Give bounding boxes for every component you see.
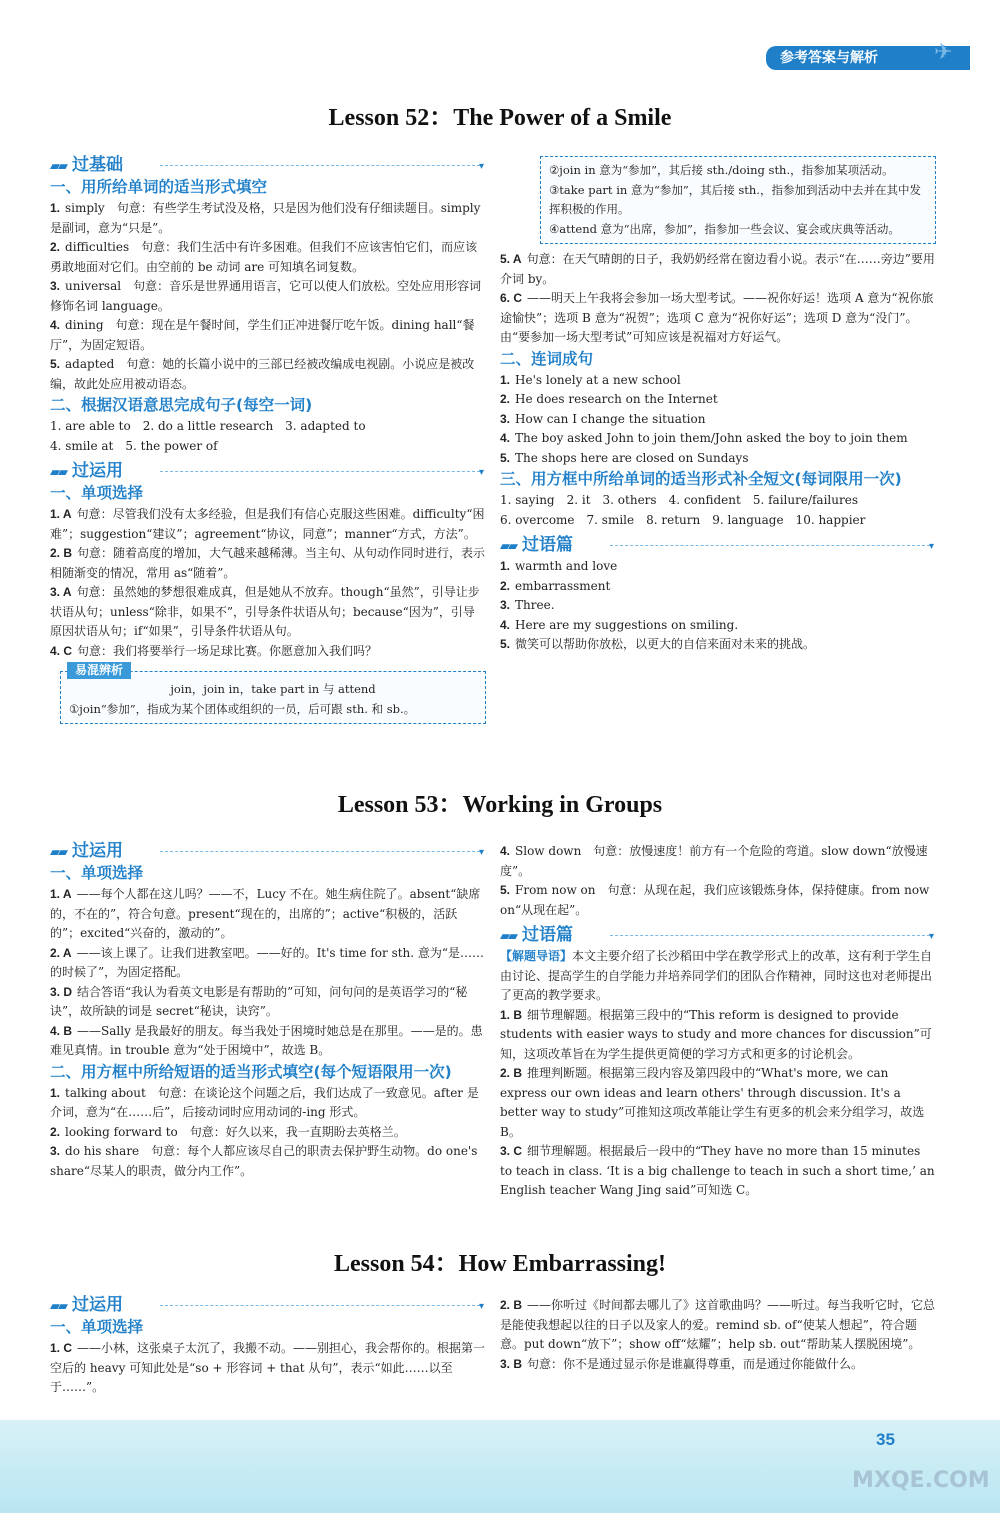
answer-line: 1. saying 2. it 3. others 4. confident 5. failure/failures	[500, 493, 858, 507]
answer-item	[500, 881, 936, 920]
answer-item	[50, 1142, 486, 1181]
item-text: 句意：随着高度的增加，大气越来越稀薄。当主句、从句动作同时进行，表示相随渐变的情况，常用 as“随着”。	[50, 546, 486, 580]
sub-header: 一、单项选择	[50, 864, 144, 882]
item-text: talking about 句意：在谈论这个问题之后，我们达成了一致意见。after 是介词，意为“在……后”，后接动词时应用动词的-ing 形式。	[50, 1085, 479, 1119]
item-number: 3.	[500, 598, 511, 612]
item-number: 4.	[50, 318, 61, 332]
item-number: 4.	[500, 844, 511, 858]
answer-item	[500, 557, 936, 577]
lesson-54-title: Lesson 54：How Embarrassing!	[333, 1251, 667, 1277]
item-number: 4.	[500, 617, 511, 632]
answer-item	[500, 1296, 936, 1355]
item-text: ——每个人都在这儿吗？——不，Lucy 不在。她生病住院了。absent“缺席的，不在的”，符合句意。present“现在的，出席的”；active“积极的，活跃的”；excited“兴奋的，激动的”。	[50, 887, 481, 940]
answer-item	[500, 635, 936, 655]
item-number: 1. A	[50, 887, 72, 901]
item-number: 1.	[500, 372, 511, 387]
item-number: 3. D	[50, 984, 73, 999]
item-number: 3.	[50, 279, 61, 293]
sub-header: 二、根据汉语意思完成句子(每空一词)	[50, 396, 313, 414]
item-text: 句意：虽然她的梦想很难成真，但是她从不放弃。though“虽然”，引导让步状语从句；unless“除非，如果不”，引导条件状语从句；because“因为”，引导原因状语从句；if“如果”，引导条件状语从句。	[50, 585, 480, 638]
section-header: ▰▰ 过运用 ▾	[50, 840, 486, 862]
item-number: 6. C	[500, 291, 523, 305]
item-text: difficulties 句意：我们生活中有许多困难。但我们不应该害怕它们，而应该勇敢地面对它们。由空前的 be 动词 are 可知填名词复数。	[50, 240, 478, 274]
item-text: simply 句意：有些学生考试没及格，只是因为他们没有仔细读题目。simply 是副词，意为“只是”。	[50, 201, 481, 235]
item-text: ——你听过《时间都去哪儿了》这首歌曲吗？——听过。每当我听它时，它总是能使我想起以往的日子以及家人的爱。remind sb. of“使某人想起”，符合题意。put down“放下”；show off“炫耀”；help sb. out“帮助某人摆脱困境”。	[500, 1298, 936, 1351]
reading-guide: 【解题导语】本文主要介绍了长沙稻田中学在教学形式上的改革，这有利于学生自由讨论、提高学生的自学能力并培养同学们的团队合作精神，同时这也对老师提出了更高的教学要求。	[500, 949, 933, 1002]
item-number: 3. C	[500, 1144, 523, 1158]
note-line: ②join in 意为“参加”，其后接 sth./doing sth.，指参加某项活动。	[549, 163, 894, 177]
answer-item	[50, 355, 486, 394]
sub-header: 一、单项选择	[50, 1318, 144, 1336]
section-header: ▰▰ 过语篇 ▾	[500, 534, 936, 556]
item-text: 微笑可以帮助你放松，以更大的自信来面对未来的挑战。	[515, 637, 816, 651]
note-line: ③take part in 意为“参加”，其后接 sth.，指参加到活动中去并在其中发挥积极的作用。	[549, 182, 921, 216]
answer-line: 6. overcome 7. smile 8. return 9. language 10. happier	[500, 512, 866, 527]
item-text: 细节理解题。根据第三段中的“This reform is designed to provide students with easier ways to study and more chances for discussion”可知，这项改革旨在为学生提供更简便的学习方式和更多的讨论机会。	[500, 1007, 932, 1061]
item-number: 2. B	[500, 1066, 523, 1080]
section-icon: ▰▰	[500, 929, 516, 944]
answer-item	[50, 1084, 486, 1123]
item-number: 5.	[500, 883, 511, 897]
item-text: universal 句意：音乐是世界通用语言，它可以使人们放松。空处应用形容词修饰名词 language。	[50, 279, 482, 313]
item-text: 句意：你不是通过显示你是谁赢得尊重，而是通过你能做什么。	[527, 1356, 864, 1371]
section-header: ▰▰ 过基础 ▾	[50, 154, 486, 176]
section-header: ▰▰ 过运用 ▾	[50, 460, 486, 482]
item-number: 5.	[50, 357, 61, 371]
answer-item	[50, 885, 486, 944]
section-icon: ▰▰	[50, 465, 66, 480]
item-number: 2.	[500, 392, 511, 406]
answer-item	[50, 983, 486, 1022]
answer-item	[500, 410, 936, 430]
section-header: ▰▰ 过语篇 ▾	[500, 924, 936, 946]
item-text: 句意：我们将要举行一场足球比赛。你愿意加入我们吗？	[77, 643, 378, 658]
l52-right-column	[500, 156, 936, 655]
item-text: The shops here are closed on Sundays	[515, 450, 749, 465]
sub-header: 一、用所给单词的适当形式填空	[50, 178, 268, 196]
answer-line: 1. are able to 2. do a little research 3. adapted to	[50, 419, 366, 433]
confusion-note	[60, 663, 486, 724]
section-header: ▰▰ 过运用 ▾	[50, 1294, 486, 1316]
answer-item	[500, 390, 936, 410]
answer-item	[50, 944, 486, 983]
answer-item	[500, 250, 936, 289]
item-text: dining 句意：现在是午餐时间，学生们正冲进餐厅吃午饭。dining hall“餐厅”，为固定短语。	[50, 318, 475, 352]
sub-header: 一、单项选择	[50, 484, 144, 502]
item-number: 1. B	[500, 1007, 523, 1022]
item-text: warmth and love	[515, 559, 618, 573]
section-icon: ▰▰	[50, 845, 66, 860]
note-line: ①join“参加”，指成为某个团体或组织的一员，后可跟 sth. 和 sb.。	[69, 701, 416, 716]
answer-item	[50, 642, 486, 662]
answer-item	[500, 1006, 936, 1065]
answer-item	[500, 449, 936, 469]
sub-header: 二、连词成句	[500, 349, 594, 368]
item-number: 1.	[50, 201, 61, 215]
section-icon: ▰▰	[50, 1299, 66, 1314]
item-text: 细节理解题。根据最后一段中的“They have no more than 15 minutes to teach in class. ‘It is a big challenge to teach in such a short time,’ an English teacher Wang Jing said”可知选 C。	[500, 1144, 935, 1197]
item-number: 3.	[500, 411, 511, 426]
answer-item	[500, 429, 936, 449]
item-text: The boy asked John to join them/John asked the boy to join them	[515, 431, 908, 445]
answer-item	[50, 583, 486, 642]
answer-item	[500, 616, 936, 636]
answer-item	[50, 1123, 486, 1143]
section-icon: ▰▰	[50, 159, 66, 174]
answer-item	[50, 199, 486, 238]
page-number: 35	[876, 1430, 895, 1449]
item-text: Slow down 句意：放慢速度！前方有一个危险的弯道。slow down“放慢速度”。	[500, 844, 928, 878]
item-number: 3. B	[500, 1356, 523, 1371]
answer-item	[500, 289, 936, 348]
l53-left-column	[50, 836, 486, 1181]
item-text: How can I change the situation	[515, 411, 706, 426]
answer-item	[500, 577, 936, 597]
header-tab: 参考答案与解析	[766, 46, 970, 70]
answer-item	[500, 1355, 936, 1375]
answer-item	[50, 1339, 486, 1398]
item-text: ——Sally 是我最好的朋友。每当我处于困境时她总是在那里。——是的。患难见真情。in trouble 意为“处于困境中”，故选 B。	[50, 1023, 483, 1057]
l53-right-column	[500, 842, 936, 1201]
sub-header: 二、用方框中所给短语的适当形式填空(每个短语限用一次)	[50, 1062, 452, 1081]
note-tag: 易混辨析	[67, 662, 131, 679]
item-text: 结合答语“我认为看英文电影是有帮助的”可知，问句问的是英语学习的“秘诀”，故所缺的词是 secret“秘诀，诀窍”。	[50, 984, 468, 1018]
answer-item	[50, 1022, 486, 1061]
answer-line: 4. smile at 5. the power of	[50, 438, 218, 453]
item-text: ——小林，这张桌子太沉了，我搬不动。——别担心，我会帮你的。根据第一空后的 heavy 可知此处是“so + 形容词 + that 从句”，表示“如此……以至于……”。	[50, 1341, 486, 1394]
item-text: 句意：在天气晴朗的日子，我奶奶经常在窗边看小说。表示“在……旁边”要用介词 by。	[500, 252, 935, 286]
answer-item	[50, 544, 486, 583]
item-text: Three.	[515, 598, 555, 612]
item-number: 5. A	[500, 252, 522, 266]
item-number: 1. A	[50, 507, 72, 521]
item-text: adapted 句意：她的长篇小说中的三部已经被改编成电视剧。小说应是被改编，故此处应用被动语态。	[50, 357, 475, 391]
item-text: He's lonely at a new school	[515, 372, 681, 387]
item-number: 2. A	[50, 945, 72, 960]
item-number: 1.	[500, 559, 511, 573]
note-title: join，join in，take part in 与 attend	[170, 682, 376, 696]
item-number: 2.	[500, 578, 511, 593]
answer-item	[50, 316, 486, 355]
item-number: 2. B	[500, 1298, 523, 1312]
item-number: 4.	[500, 431, 511, 445]
rocket-icon: ✈	[934, 40, 953, 65]
item-text: ——该上课了。让我们进教室吧。——好的。It's time for sth. 意为“是……的时候了”，为固定搭配。	[50, 945, 485, 979]
item-text: looking forward to 句意：好久以来，我一直期盼去英格兰。	[65, 1124, 406, 1139]
l54-left-column	[50, 1290, 486, 1398]
item-number: 4. B	[50, 1023, 73, 1038]
confusion-note-cont	[540, 156, 936, 244]
item-number: 3.	[50, 1144, 61, 1158]
l54-right-column	[500, 1296, 936, 1374]
answer-item	[500, 596, 936, 616]
item-text: ——明天上午我将会参加一场大型考试。——祝你好运！选项 A 意为“祝你旅途愉快”；选项 B 意为“祝贺”；选项 C 意为“祝你好运”；选项 D 意为“没门”。由“要参加一场大型考试”可知应该是祝福对方好运气。	[500, 291, 934, 344]
item-number: 4. C	[50, 643, 73, 658]
footer-band	[0, 1420, 1000, 1513]
item-text: He does research on the Internet	[515, 392, 718, 406]
watermark: MXQE.COM	[852, 1468, 990, 1493]
lesson-53-title: Lesson 53：Working in Groups	[337, 792, 663, 818]
item-number: 5.	[500, 637, 511, 651]
header-bar	[0, 0, 1000, 72]
item-number: 1. C	[50, 1341, 73, 1355]
section-icon: ▰▰	[500, 539, 516, 554]
answer-item	[500, 1064, 936, 1142]
item-text: From now on 句意：从现在起，我们应该锻炼身体，保持健康。from now on“从现在起”。	[500, 883, 930, 917]
l52-left-column	[50, 150, 486, 728]
answer-item	[500, 842, 936, 881]
item-text: Here are my suggestions on smiling.	[515, 617, 739, 632]
item-text: 推理判断题。根据第三段内容及第四段中的“What's more, we can express our own ideas and learn others' through discussion. It's a better way to study”可推知这项改革能让学生有更多的机会来分组学习，故选 B。	[500, 1066, 925, 1139]
answer-item	[50, 505, 486, 544]
answer-item	[500, 1142, 936, 1201]
lesson-52-title: Lesson 52：The Power of a Smile	[328, 105, 672, 131]
sub-header: 三、用方框中所给单词的适当形式补全短文(每词限用一次)	[500, 470, 902, 488]
item-number: 1.	[50, 1085, 61, 1100]
item-number: 2.	[50, 1124, 61, 1139]
answer-item	[50, 238, 486, 277]
item-text: do his share 句意：每个人都应该尽自己的职责去保护野生动物。do one's share“尽某人的职责，做分内工作”。	[50, 1144, 478, 1178]
item-number: 5.	[500, 450, 511, 465]
item-number: 3. A	[50, 585, 72, 599]
answer-item	[50, 277, 486, 316]
note-line: ④attend 意为“出席，参加”，指参加一些会议、宴会或庆典等活动。	[549, 221, 900, 236]
item-number: 2. B	[50, 546, 73, 560]
item-text: 句意：尽管我们没有太多经验，但是我们有信心克服这些困难。difficulty“困难”；suggestion“建议”；agreement“协议，同意”；manner“方式，方法”。	[50, 507, 485, 541]
answer-item	[500, 371, 936, 391]
item-text: embarrassment	[515, 578, 611, 593]
item-number: 2.	[50, 240, 61, 254]
